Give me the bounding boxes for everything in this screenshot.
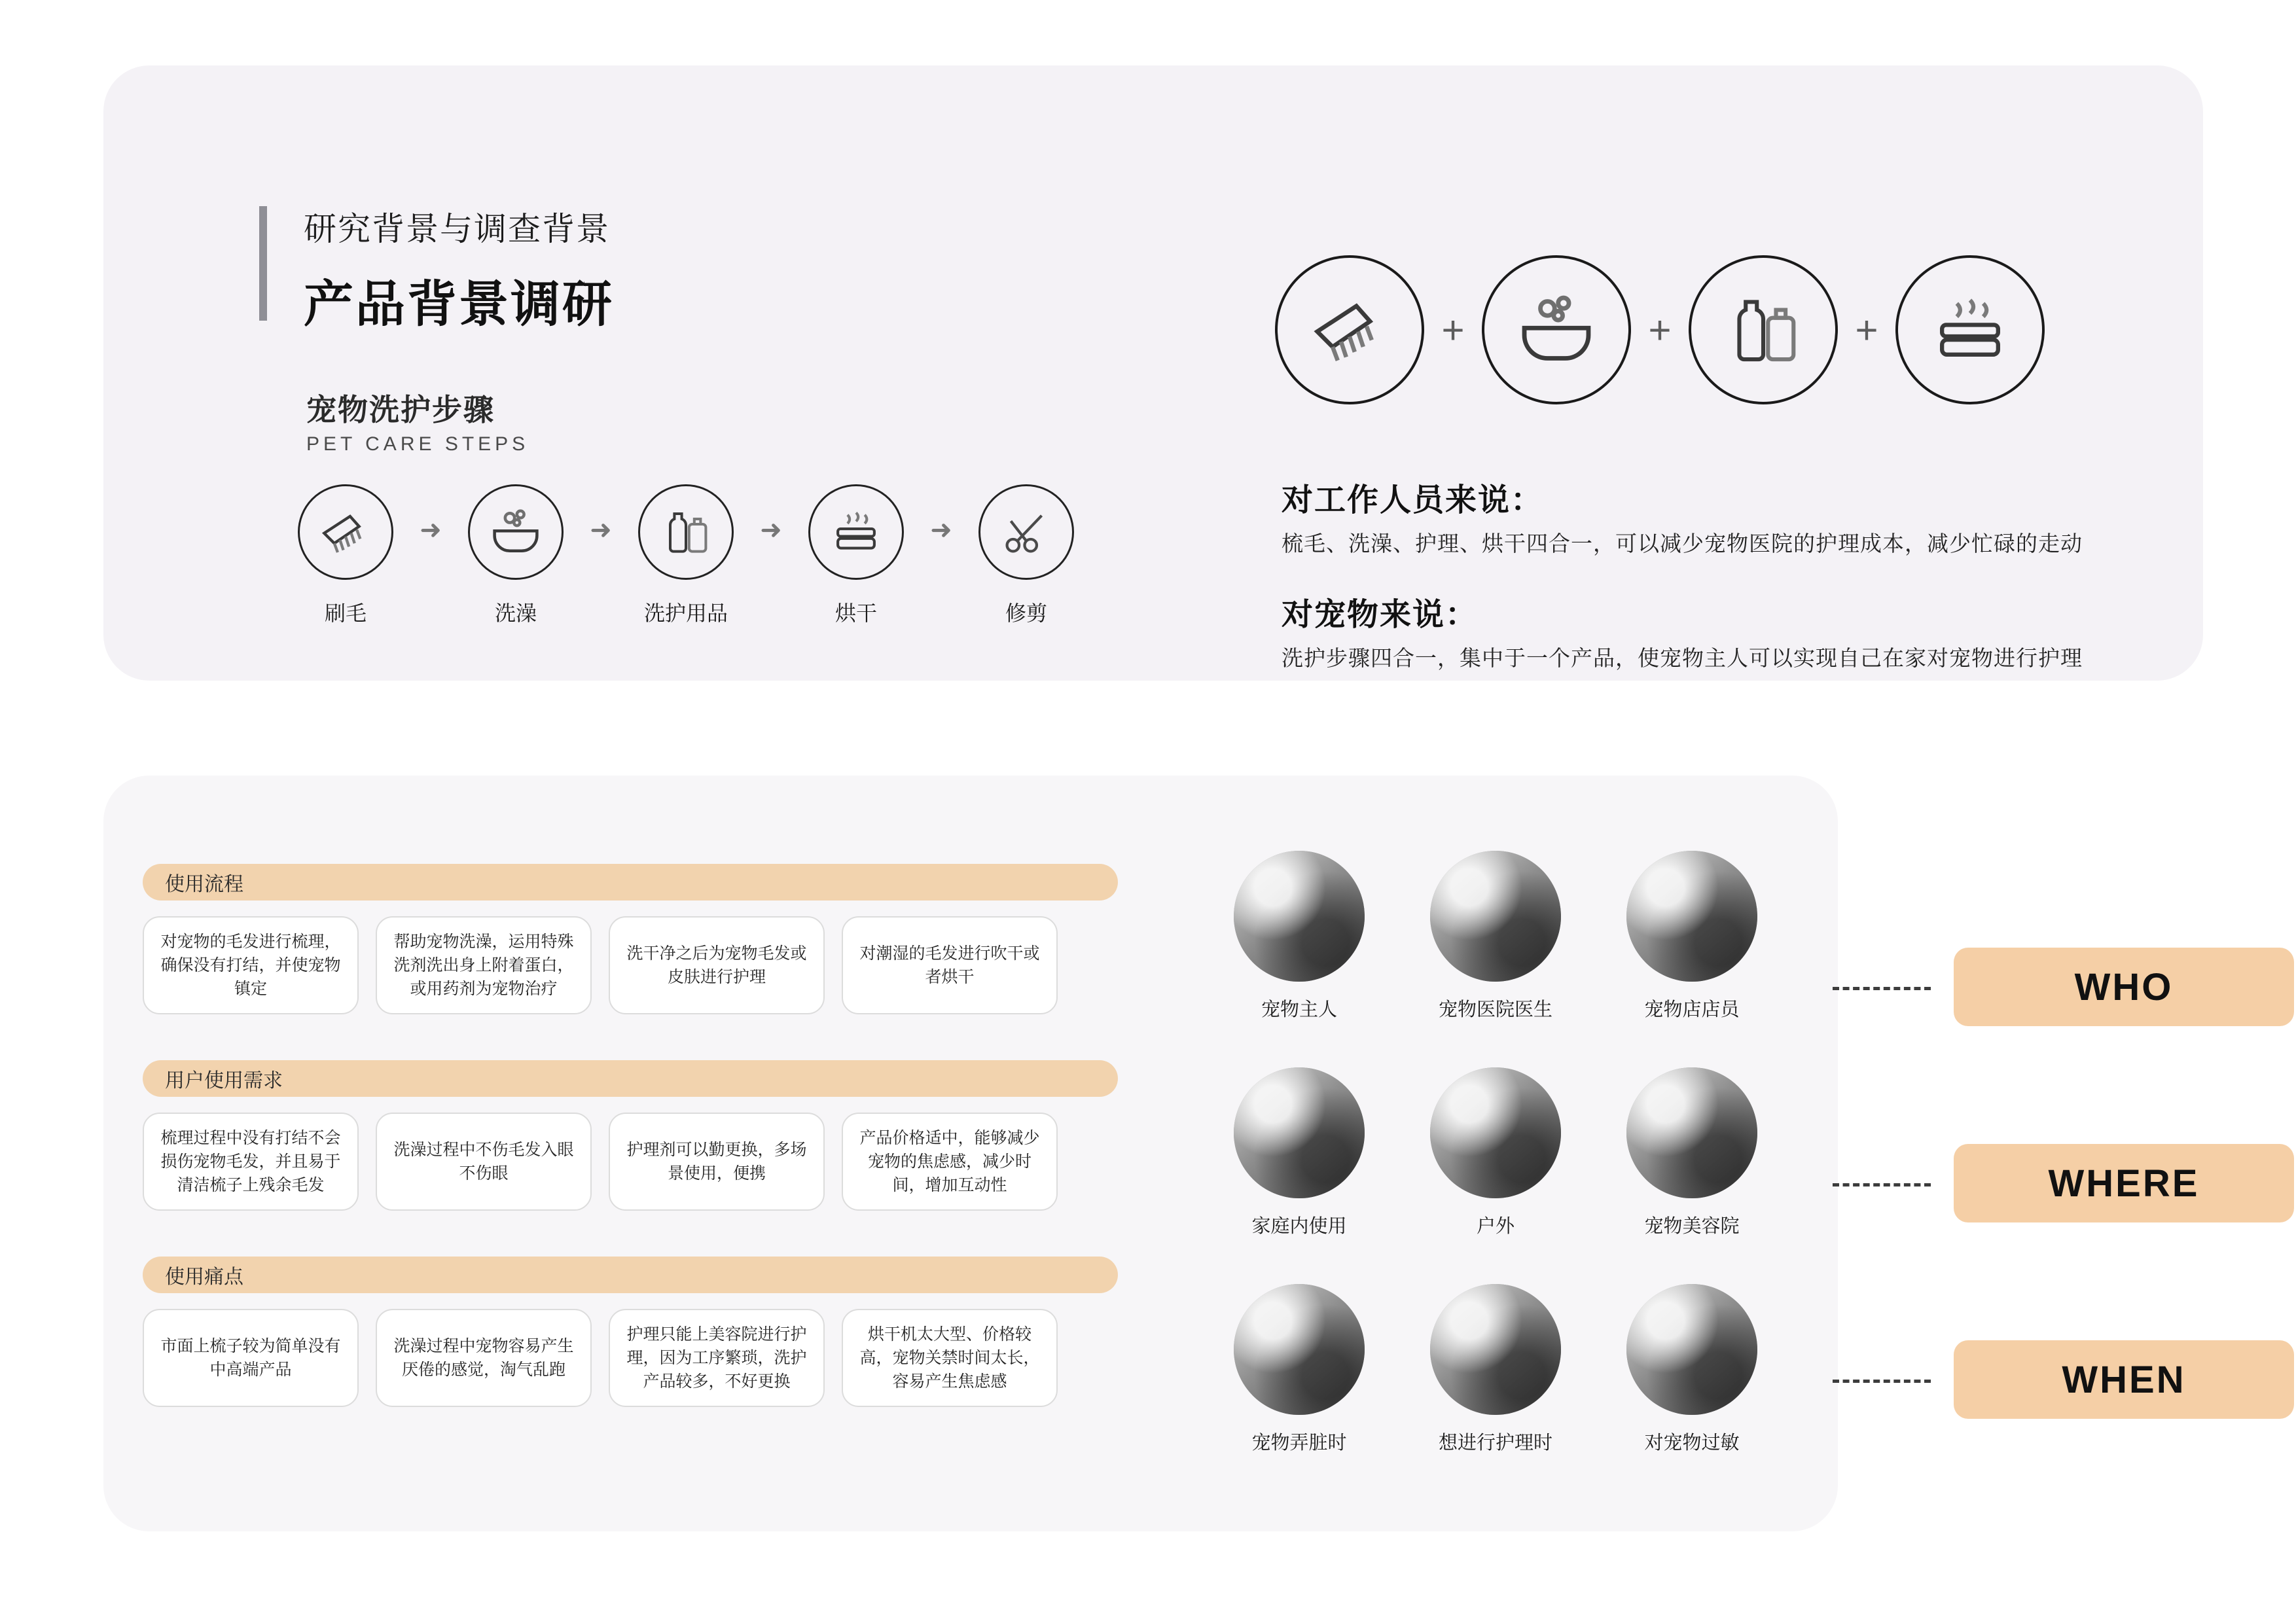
need-box: 梳理过程中没有打结不会损伤宠物毛发，并且易于清洁梳子上残余毛发 — [143, 1113, 359, 1211]
plus-symbol: + — [1648, 308, 1672, 352]
step-label: 修剪 — [1005, 601, 1047, 625]
photo-pet-allergy — [1626, 1284, 1757, 1415]
need-box: 洗澡过程中不伤毛发入眼不伤眼 — [376, 1113, 592, 1211]
bathtub-icon — [1482, 255, 1631, 404]
boxrow-pain-points — [143, 1309, 1058, 1407]
photo-cell — [1427, 1284, 1564, 1455]
pain-box: 洗澡过程中宠物容易产生厌倦的感觉，淘气乱跑 — [376, 1309, 592, 1407]
band-user-needs — [143, 1060, 1118, 1097]
pet-heading: 对宠物来说： — [1282, 597, 1479, 632]
step-item-products — [620, 484, 751, 627]
title-block — [259, 203, 614, 336]
photo-label: 宠物美容院 — [1644, 1216, 1740, 1237]
step-label: 洗护用品 — [643, 601, 728, 625]
connector-where — [1833, 1183, 1931, 1186]
band-usage-flow — [143, 864, 1118, 901]
photo-label: 户外 — [1476, 1216, 1515, 1237]
flow-box: 对宠物的毛发进行梳理，确保没有打结，并使宠物镇定 — [143, 916, 359, 1014]
need-box: 产品价格适中，能够减少宠物的焦虑感，减少时间，增加互动性 — [842, 1113, 1058, 1211]
page-title: 产品背景调研 — [304, 277, 614, 332]
arrow-icon: ➜ — [930, 516, 952, 544]
bathtub-icon — [468, 484, 564, 580]
section-subtitle-cn: 宠物洗护步骤 — [306, 393, 495, 427]
photo-cell — [1623, 1067, 1761, 1238]
photo-outdoor — [1430, 1067, 1561, 1198]
step-item-bath — [450, 484, 581, 627]
dryer-icon — [1895, 255, 2045, 404]
photo-vet-doctor — [1430, 851, 1561, 982]
pain-box: 护理只能上美容院进行护理，因为工序繁琐，洗护产品较多，不好更换 — [609, 1309, 825, 1407]
step-item-dry — [791, 484, 922, 627]
photo-label: 家庭内使用 — [1251, 1216, 1347, 1237]
connector-when — [1833, 1380, 1931, 1383]
brush-icon — [298, 484, 393, 580]
photo-shop-clerk — [1626, 851, 1757, 982]
tag-when: WHEN — [1954, 1340, 2294, 1419]
photo-label: 宠物主人 — [1261, 999, 1337, 1020]
pet-care-steps-row — [280, 484, 1092, 627]
band-label: 使用流程 — [165, 874, 243, 895]
photo-home-use — [1234, 1067, 1365, 1198]
pet-text: 洗护步骤四合一，集中于一个产品，使宠物主人可以实现自己在家对宠物进行护理 — [1282, 646, 2083, 670]
photo-cell — [1230, 851, 1368, 1022]
product-background-card — [103, 65, 2203, 681]
tag-where: WHERE — [1954, 1144, 2294, 1222]
staff-text: 梳毛、洗澡、护理、烘干四合一，可以减少宠物医院的护理成本，减少忙碌的走动 — [1282, 531, 2083, 556]
step-item-trim — [961, 484, 1092, 627]
flow-box: 帮助宠物洗澡，运用特殊洗剂洗出身上附着蛋白，或用药剂为宠物治疗 — [376, 916, 592, 1014]
band-label: 用户使用需求 — [165, 1070, 283, 1092]
section-subtitle-en: PET CARE STEPS — [306, 433, 529, 455]
connector-who — [1833, 987, 1931, 990]
eyebrow-title: 研究背景与调查背景 — [304, 211, 610, 247]
scissors-icon — [978, 484, 1074, 580]
pain-box: 烘干机太大型、价格较高，宠物关禁时间太长，容易产生焦虑感 — [842, 1309, 1058, 1407]
photo-pet-dirty — [1234, 1284, 1365, 1415]
step-item-brush — [280, 484, 411, 627]
step-label: 刷毛 — [324, 601, 367, 625]
bottles-icon — [1689, 255, 1838, 404]
dryer-icon — [808, 484, 904, 580]
photo-label: 宠物店店员 — [1644, 999, 1740, 1020]
plus-symbol: + — [1855, 308, 1878, 352]
combo-icon-row — [1275, 255, 2045, 404]
need-box: 护理剂可以勤更换，多场景使用，便携 — [609, 1113, 825, 1211]
boxrow-usage-flow — [143, 916, 1058, 1014]
persona-photo-grid — [1230, 851, 1761, 1455]
brush-icon — [1275, 255, 1424, 404]
photo-cell — [1623, 1284, 1761, 1455]
tag-who: WHO — [1954, 948, 2294, 1026]
photo-pet-owner — [1234, 851, 1365, 982]
boxrow-user-needs — [143, 1113, 1058, 1211]
photo-pet-salon — [1626, 1067, 1757, 1198]
plus-symbol: + — [1441, 308, 1465, 352]
photo-cell — [1623, 851, 1761, 1022]
band-pain-points — [143, 1257, 1118, 1293]
arrow-icon: ➜ — [760, 516, 782, 544]
step-label: 烘干 — [834, 601, 877, 625]
photo-label: 对宠物过敏 — [1644, 1433, 1740, 1454]
photo-want-care — [1430, 1284, 1561, 1415]
photo-label: 宠物弄脏时 — [1251, 1433, 1347, 1454]
staff-heading: 对工作人员来说： — [1282, 483, 1544, 518]
flow-box: 对潮湿的毛发进行吹干或者烘干 — [842, 916, 1058, 1014]
photo-cell — [1427, 1067, 1564, 1238]
flow-box: 洗干净之后为宠物毛发或皮肤进行护理 — [609, 916, 825, 1014]
photo-cell — [1230, 1284, 1368, 1455]
photo-cell — [1427, 851, 1564, 1022]
arrow-icon: ➜ — [420, 516, 442, 544]
photo-cell — [1230, 1067, 1368, 1238]
photo-label: 宠物医院医生 — [1438, 999, 1552, 1020]
step-label: 洗澡 — [494, 601, 537, 625]
band-label: 使用痛点 — [165, 1266, 243, 1288]
pain-box: 市面上梳子较为简单没有中高端产品 — [143, 1309, 359, 1407]
arrow-icon: ➜ — [590, 516, 612, 544]
bottles-icon — [638, 484, 734, 580]
photo-label: 想进行护理时 — [1438, 1433, 1552, 1454]
